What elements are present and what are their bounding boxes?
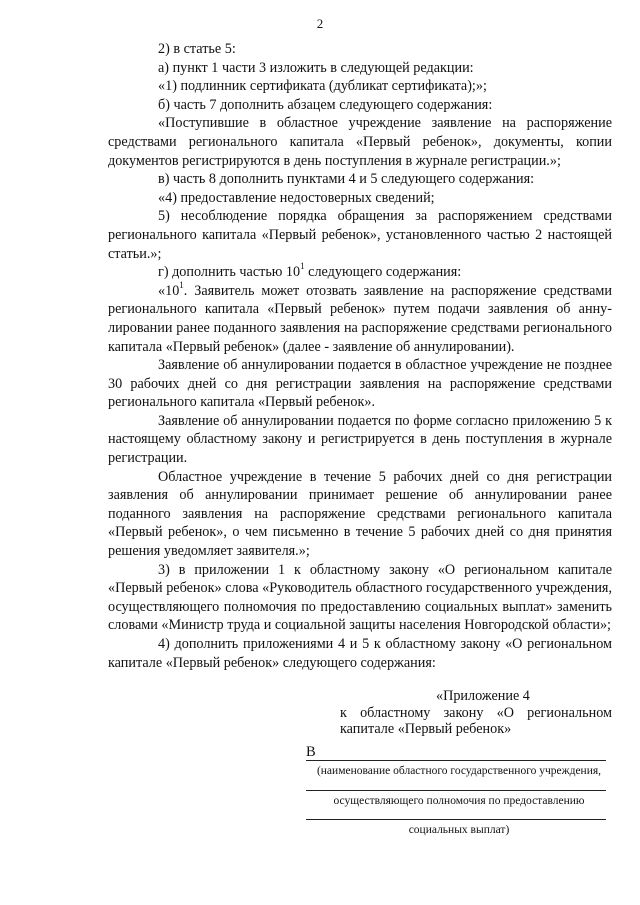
- paragraph: 2) в статье 5:: [158, 41, 236, 57]
- document-body: [108, 40, 612, 672]
- addressee-line-1: [306, 760, 606, 761]
- addressee-line-2: [306, 790, 606, 791]
- paragraph: 4) дополнить приложениями 4 и 5 к областному закону «О региональном капитале «Первый ребенок» следующего содержания:: [108, 636, 612, 671]
- addressee-line-3: [306, 819, 606, 820]
- superscript: 1: [179, 279, 184, 290]
- paragraph: а) пункт 1 части 3 изложить в следующей редакции:: [158, 59, 474, 76]
- paragraph: Заявление об аннулировании подается по форме согласно приложению 5 к настоящему областному закону и регистрируется в день поступления в журнале регистрации.: [108, 412, 612, 467]
- paragraph: в) часть 8 дополнить пунктами 4 и 5 следующего содержания:: [158, 171, 535, 188]
- paragraph: «4) предоставление недостоверных сведений;: [158, 189, 435, 206]
- paragraph: «Поступившие в областное учреждение заявление на распоряжение средствами регионального капитала «Первый ребенок», документы, копии документов регистрируются в день поступления в журнале регистрации.»;: [108, 115, 612, 169]
- appendix-header: [340, 688, 612, 738]
- addressee-caption-2: осуществляющего полномочия по предоставлению: [333, 795, 585, 807]
- paragraph-text: . Заявитель может отозвать заявление на распоряжение средствами регионального капитала «Первый ребенок» путем подачи заявления об аннулировании ранее поданного заявления на распоряжение средствами регионального капитала «Первый ребенок» (далее - заявление об аннулировании).: [108, 282, 612, 355]
- paragraph: 3) в приложении 1 к областному закону «О региональном капитале «Первый ребенок» слова «Руководитель областного государственного учреждения, осуществляющего полномочия по предоставлению социальных выплат» заменить словами «Министр труда и социальной защиты населения Новгородской области»;: [108, 561, 612, 634]
- paragraph: [108, 279, 612, 356]
- paragraph: [108, 263, 612, 282]
- appendix-title: «Приложение 4: [436, 688, 530, 704]
- paragraph-text: следующего содержания:: [304, 264, 462, 281]
- paragraph: Заявление об аннулировании подается в областное учреждение не позднее 30 рабочих дней со дня регистрации заявления на распоряжение средствами регионального капитала «Первый ребенок».: [108, 357, 612, 411]
- addressee-prefix: В: [306, 744, 316, 760]
- paragraph-text: г) дополнить частью 10: [158, 264, 301, 281]
- appendix-subtitle: к областному закону «О региональном капитале «Первый ребенок»: [340, 704, 612, 737]
- paragraph: 5) несоблюдение порядка обращения за распоряжением средствами регионального капитала «Первый ребенок», установленного частью 2 настоящей статьи.»;: [108, 208, 612, 262]
- superscript: 1: [300, 261, 305, 272]
- paragraph: б) часть 7 дополнить абзацем следующего содержания:: [158, 96, 493, 113]
- paragraph-text: «10: [158, 282, 180, 299]
- paragraph: «1) подлинник сертификата (дубликат сертификата);»;: [158, 78, 487, 95]
- addressee-caption-1: (наименование областного государственного учреждения,: [316, 765, 602, 777]
- page-number: 2: [316, 16, 324, 31]
- addressee-caption-3: социальных выплат): [408, 824, 510, 836]
- paragraph: Областное учреждение в течение 5 рабочих дней со дня регистрации заявления об аннулировании принимает решение об аннулировании ранее поданного заявления на распоряжение средствами регионального капитала «Первый ребенок», о чем письменно в течение 5 рабочих дней со дня принятия решения уведомляет заявителя.»;: [108, 468, 612, 560]
